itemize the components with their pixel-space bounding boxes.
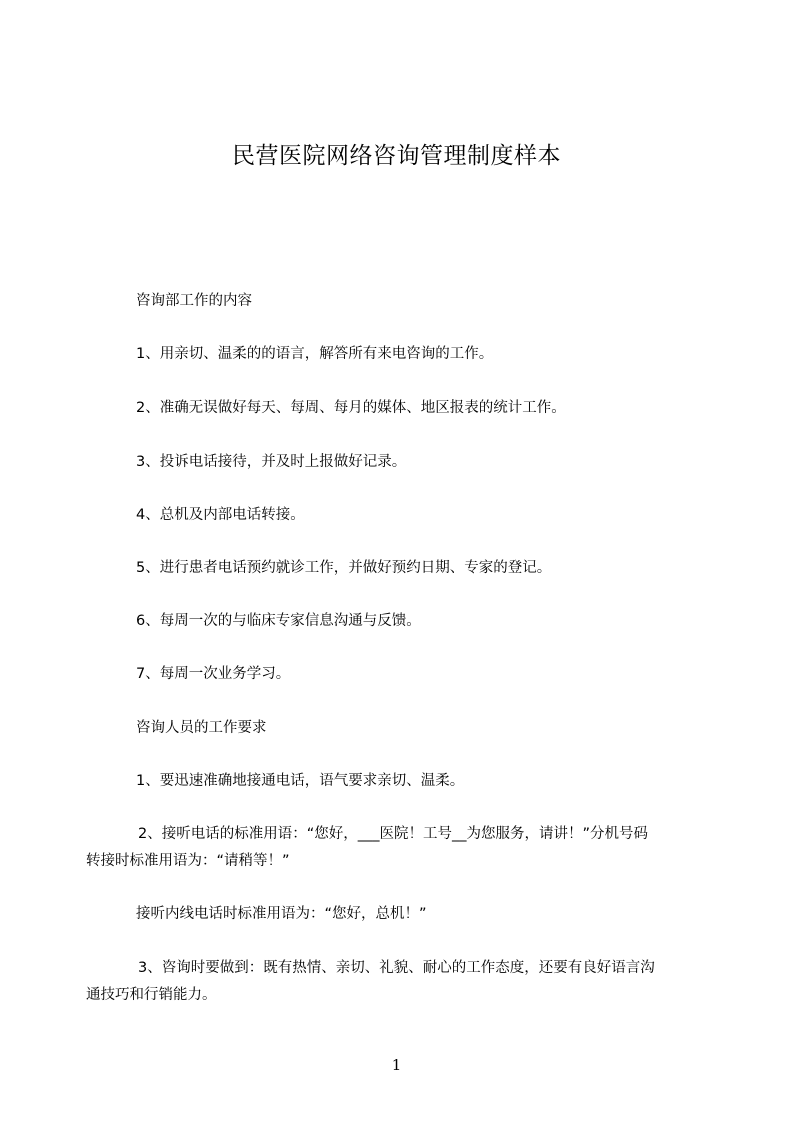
list-item: 3、咨询时要做到：既有热情、亲切、礼貌、耐心的工作态度，还要有良好语言沟 bbox=[138, 960, 655, 976]
list-item: 1、用亲切、温柔的的语言，解答所有来电咨询的工作。 bbox=[136, 346, 494, 362]
list-item: 6、每周一次的与临床专家信息沟通与反馈。 bbox=[136, 613, 421, 629]
list-item: 2、准确无误做好每天、每周、每月的媒体、地区报表的统计工作。 bbox=[136, 400, 566, 416]
section-heading-consult-dept: 咨询部工作的内容 bbox=[136, 293, 252, 309]
list-item: 1、要迅速准确地接通电话，语气要求亲切、温柔。 bbox=[136, 773, 465, 789]
paragraph: 接听内线电话时标准用语为：“您好，总机！” bbox=[136, 906, 427, 922]
list-item: 2、接听电话的标准用语：“您好，___医院！工号__为您服务，请讲！”分机号码 bbox=[138, 826, 648, 842]
list-item-continuation: 转接时标准用语为：“请稍等！” bbox=[86, 853, 290, 869]
section-heading-staff-requirements: 咨询人员的工作要求 bbox=[136, 720, 267, 736]
list-item: 4、总机及内部电话转接。 bbox=[136, 507, 305, 523]
list-item: 3、投诉电话接待，并及时上报做好记录。 bbox=[136, 454, 407, 470]
page-number: 1 bbox=[391, 1056, 402, 1074]
document-title: 民营医院网络咨询管理制度样本 bbox=[232, 143, 561, 169]
list-item-continuation: 通技巧和行销能力。 bbox=[86, 987, 217, 1003]
list-item: 5、进行患者电话预约就诊工作，并做好预约日期、专家的登记。 bbox=[136, 560, 552, 576]
list-item: 7、每周一次业务学习。 bbox=[136, 666, 291, 682]
